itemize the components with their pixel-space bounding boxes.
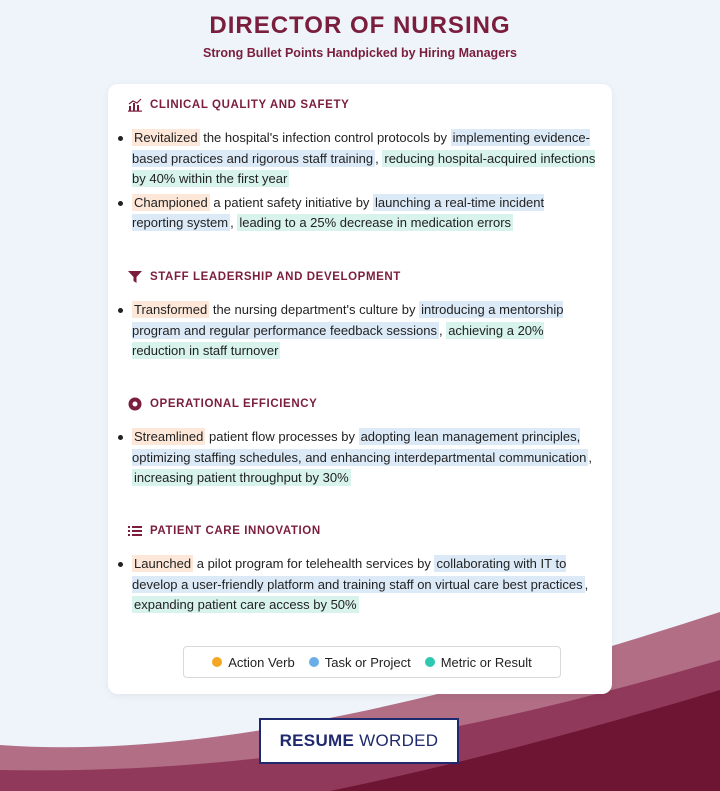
action-verb: Championed bbox=[134, 194, 208, 210]
blue-dot-icon bbox=[309, 657, 319, 667]
funnel-icon bbox=[128, 270, 142, 284]
task-text: collaborating with IT to develop a user-friendly platform and training staff on virtual care best practices bbox=[132, 556, 583, 592]
bullet-points-card bbox=[108, 84, 612, 694]
metric-text: leading to a 25% decrease in medication errors bbox=[239, 215, 512, 230]
metric-text: reducing hospital-acquired infections by 40% within the first year bbox=[132, 150, 596, 186]
legend-label: Metric or Result bbox=[440, 654, 532, 670]
metric-text: achieving a 20% reduction in staff turnover bbox=[132, 322, 544, 358]
task-text: adopting lean management principles, optimizing staffing schedules, and enhancing interdepartmental communication bbox=[132, 429, 587, 465]
list-item bbox=[108, 193, 612, 234]
page-title: DIRECTOR OF NURSING bbox=[209, 12, 511, 39]
list-item bbox=[108, 427, 612, 489]
legend-label: Task or Project bbox=[324, 654, 411, 670]
action-verb: Streamlined bbox=[134, 429, 204, 444]
circle-gear-icon bbox=[128, 397, 142, 411]
list-item bbox=[108, 128, 612, 190]
logo-bold-text: RESUME bbox=[279, 731, 355, 750]
legend-item-task bbox=[309, 655, 411, 670]
metric-text: increasing patient throughput by 30% bbox=[134, 470, 349, 485]
section-header bbox=[108, 397, 612, 411]
separator: , bbox=[375, 150, 383, 166]
bullet-list bbox=[108, 554, 612, 616]
section-title: OPERATIONAL EFFICIENCY bbox=[150, 398, 318, 410]
list-icon bbox=[128, 524, 142, 538]
bullet-text: a pilot program for telehealth services by bbox=[193, 556, 435, 571]
action-verb: Revitalized bbox=[134, 130, 198, 145]
metric-text: expanding patient care access by 50% bbox=[134, 597, 357, 612]
section-header bbox=[108, 98, 612, 112]
bullet-list bbox=[108, 128, 612, 234]
page-subtitle: Strong Bullet Points Handpicked by Hiring Managers bbox=[203, 46, 517, 60]
legend-item-action-verb bbox=[212, 655, 295, 670]
legend bbox=[183, 646, 561, 678]
teal-dot-icon bbox=[425, 657, 435, 667]
bullet-text: the nursing department's culture by bbox=[209, 302, 420, 317]
section-title: PATIENT CARE INNOVATION bbox=[150, 525, 321, 537]
page-header bbox=[0, 0, 720, 60]
task-text: implementing evidence-based practices and rigorous staff training bbox=[132, 130, 590, 166]
bullet-text: a patient safety initiative by bbox=[209, 194, 374, 210]
bullet-list bbox=[108, 300, 612, 362]
separator: , bbox=[584, 576, 589, 592]
section-operational-efficiency bbox=[108, 397, 612, 489]
section-header bbox=[108, 524, 612, 538]
list-item bbox=[108, 554, 612, 616]
bullet-text: the hospital's infection control protocols by bbox=[199, 130, 451, 145]
list-item bbox=[108, 300, 612, 362]
legend-label: Action Verb bbox=[228, 654, 295, 670]
task-text: introducing a mentorship program and regular performance feedback sessions bbox=[132, 302, 564, 338]
separator: , bbox=[588, 449, 592, 465]
bullet-text: patient flow processes by bbox=[205, 429, 359, 444]
section-clinical-quality bbox=[108, 98, 612, 234]
bar-chart-icon bbox=[128, 98, 142, 112]
separator: , bbox=[438, 322, 447, 338]
legend-item-metric bbox=[425, 655, 532, 670]
action-verb: Launched bbox=[134, 556, 192, 571]
section-staff-leadership bbox=[108, 270, 612, 362]
section-header bbox=[108, 270, 612, 284]
section-title: STAFF LEADERSHIP AND DEVELOPMENT bbox=[150, 271, 401, 283]
orange-dot-icon bbox=[212, 657, 222, 667]
task-text: launching a real-time incident reporting system bbox=[132, 194, 545, 230]
section-patient-care-innovation bbox=[108, 524, 612, 616]
resume-worded-logo[interactable] bbox=[259, 718, 459, 764]
separator: , bbox=[230, 215, 238, 230]
bullet-list bbox=[108, 427, 612, 489]
logo-light-text: WORDED bbox=[359, 731, 439, 750]
action-verb: Transformed bbox=[134, 302, 208, 317]
section-title: CLINICAL QUALITY AND SAFETY bbox=[150, 99, 350, 111]
